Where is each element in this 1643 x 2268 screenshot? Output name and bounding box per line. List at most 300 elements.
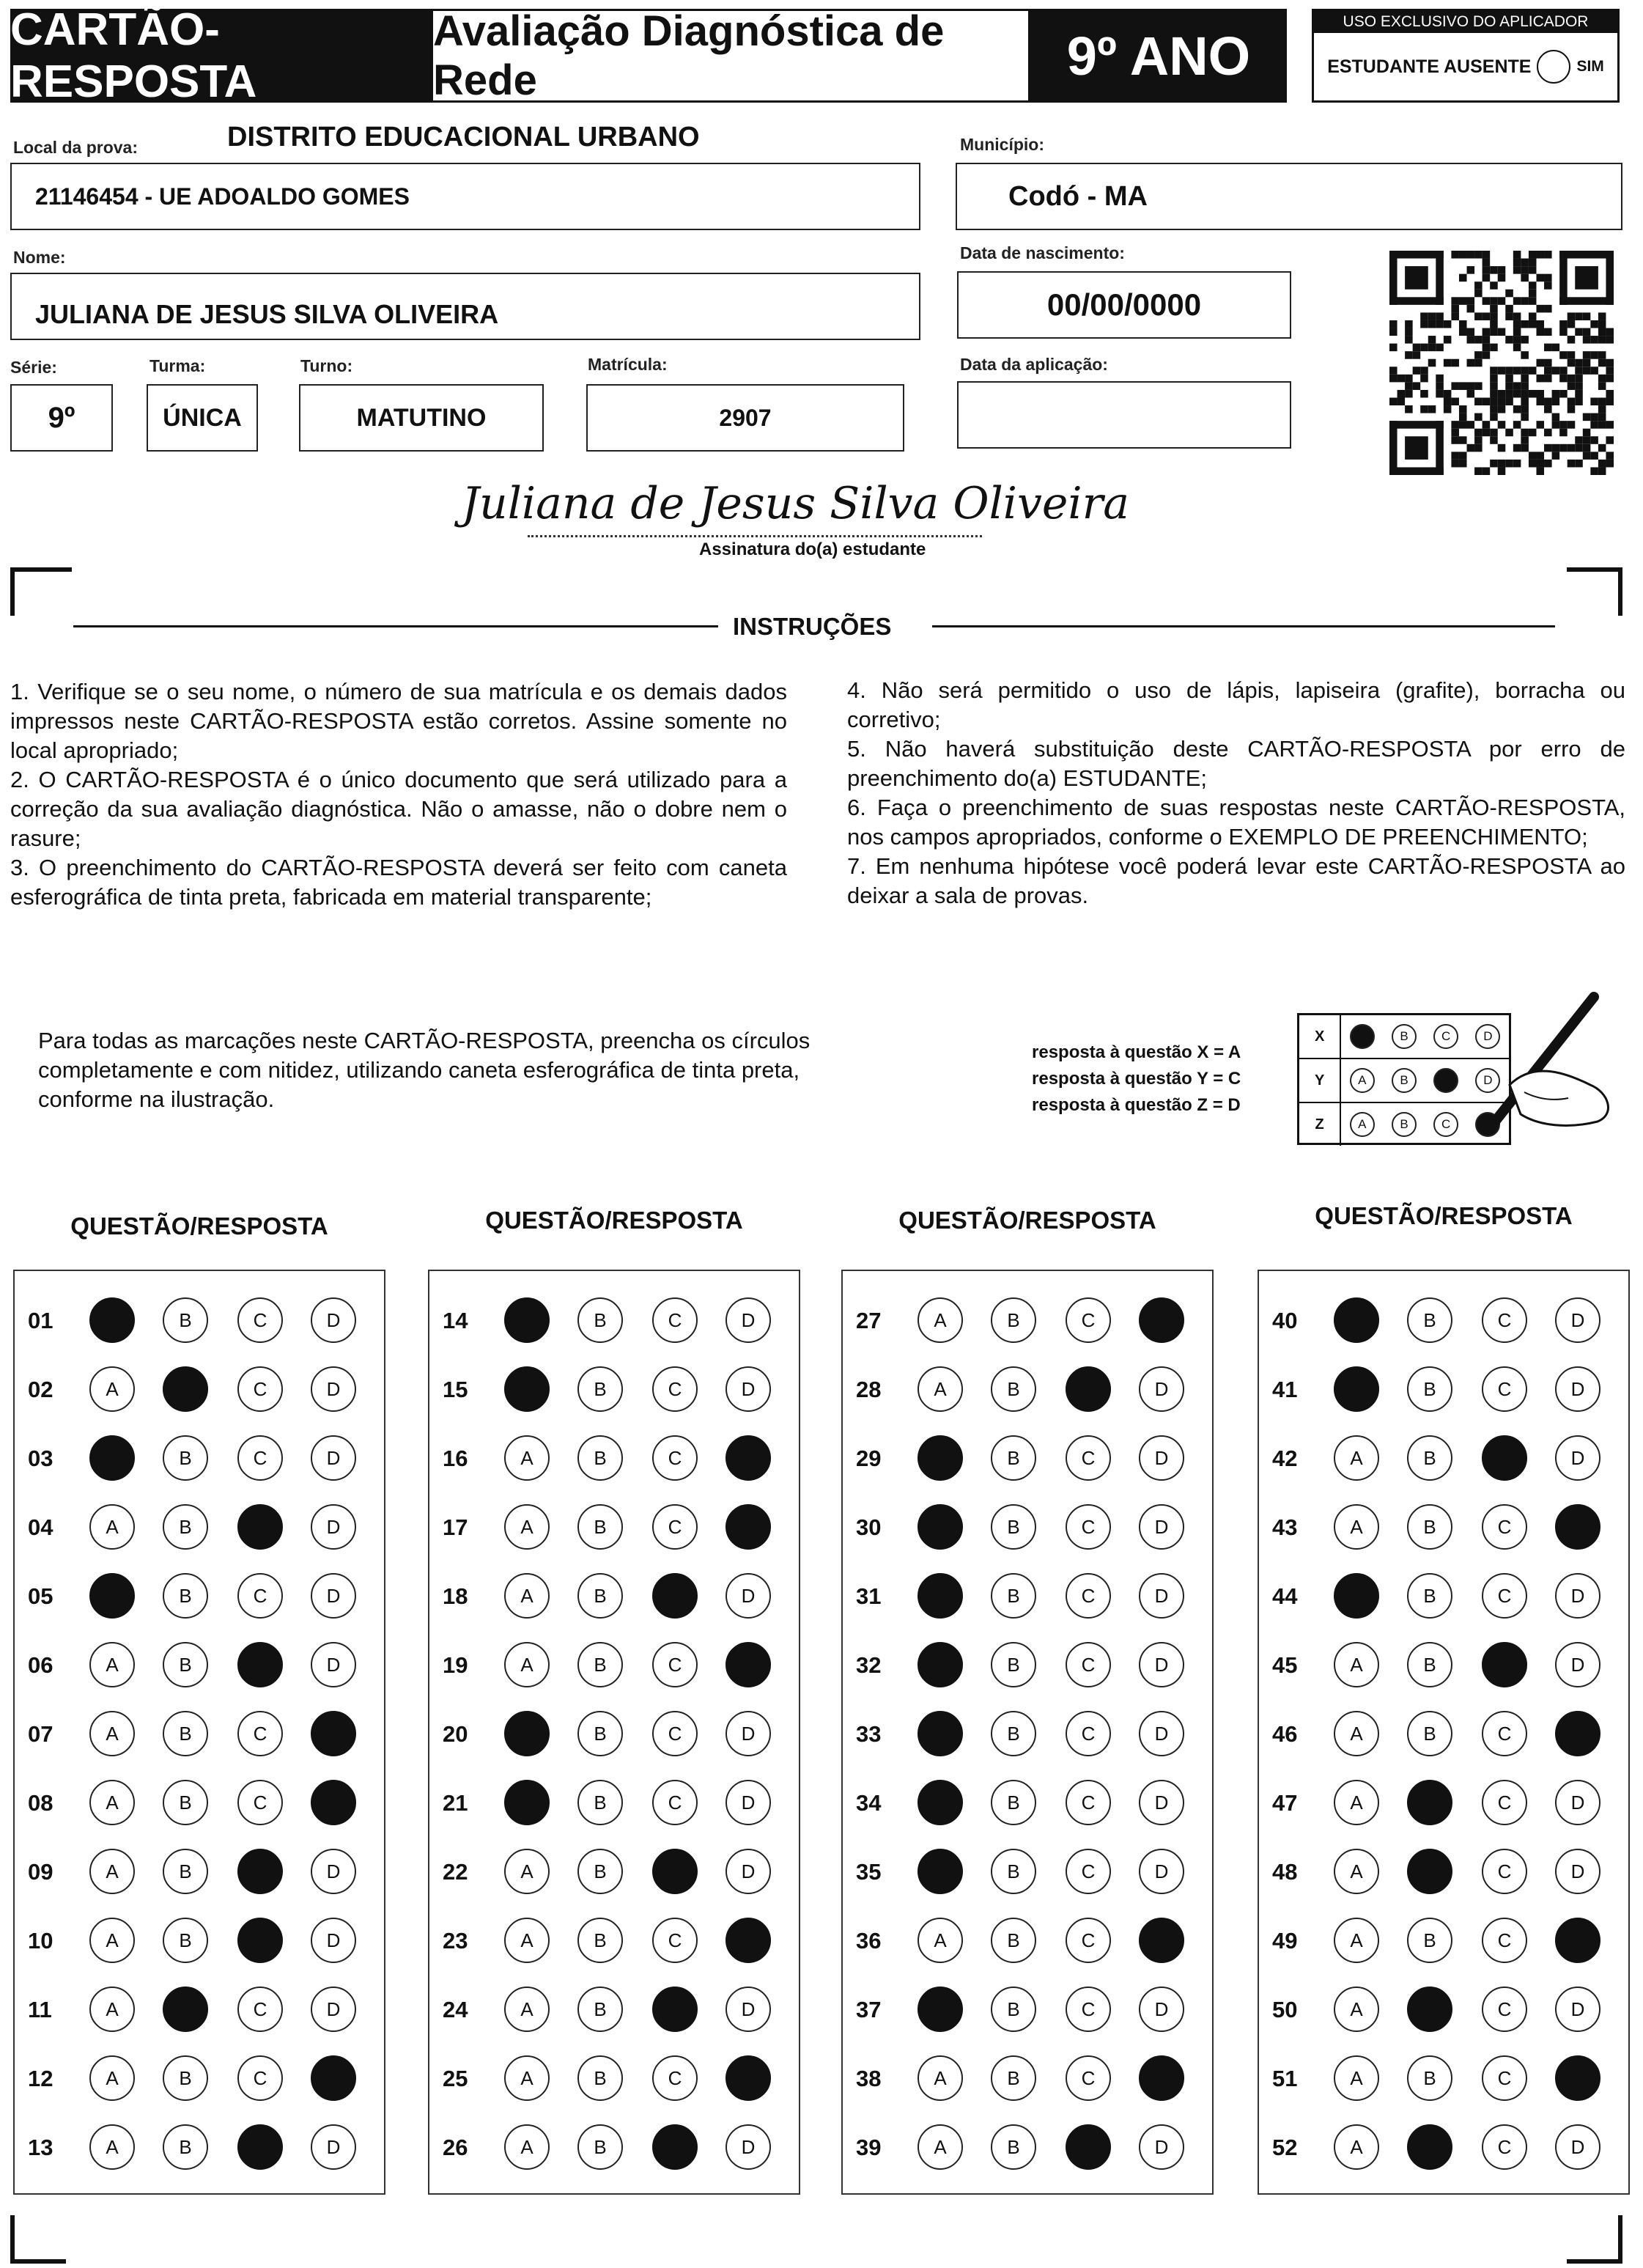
municipio-label: Município: bbox=[960, 135, 1044, 154]
bubble-d[interactable]: D bbox=[1139, 1504, 1184, 1550]
bubble-a[interactable] bbox=[918, 1642, 963, 1687]
bubble-a[interactable] bbox=[504, 1780, 550, 1825]
question-number: 03 bbox=[28, 1446, 53, 1471]
bubble-a[interactable]: A bbox=[504, 1504, 550, 1550]
question-number: 45 bbox=[1272, 1652, 1298, 1678]
question-row bbox=[15, 1494, 384, 1563]
bubble-d[interactable] bbox=[1555, 2055, 1600, 2101]
bubble-a[interactable]: A bbox=[89, 1849, 135, 1894]
local-field: 21146454 - UE ADOALDO GOMES bbox=[10, 163, 920, 230]
bubble-a[interactable]: A bbox=[918, 1297, 963, 1343]
question-row bbox=[843, 2114, 1212, 2183]
aplicacao-label: Data da aplicação: bbox=[960, 355, 1108, 374]
example-bubble-b: B bbox=[1392, 1112, 1417, 1137]
bubble-c[interactable]: C bbox=[237, 1780, 283, 1825]
question-row bbox=[1259, 1287, 1628, 1356]
question-row bbox=[1259, 1770, 1628, 1838]
example-bubble-b: B bbox=[1392, 1068, 1417, 1093]
bubble-a[interactable] bbox=[89, 1435, 135, 1481]
bubble-a[interactable]: A bbox=[504, 1987, 550, 2032]
answer-column bbox=[1258, 1270, 1630, 2195]
bubble-b[interactable]: B bbox=[991, 2055, 1036, 2101]
example-bubble-a: A bbox=[1350, 1068, 1375, 1093]
bubble-b[interactable]: B bbox=[577, 1987, 623, 2032]
bubble-d[interactable]: D bbox=[311, 1297, 356, 1343]
bubble-b[interactable]: B bbox=[1407, 1366, 1452, 1412]
question-row bbox=[429, 2045, 799, 2114]
bubble-b[interactable]: B bbox=[163, 1642, 208, 1687]
absent-checkbox[interactable] bbox=[1537, 50, 1570, 84]
bubble-a[interactable]: A bbox=[504, 1573, 550, 1619]
bubble-b[interactable] bbox=[163, 1366, 208, 1412]
bubble-c[interactable]: C bbox=[1066, 1711, 1111, 1756]
bubble-a[interactable]: A bbox=[89, 2124, 135, 2170]
bubble-b[interactable]: B bbox=[1407, 1711, 1452, 1756]
bubble-c[interactable]: C bbox=[237, 1711, 283, 1756]
column-header: QUESTÃO/RESPOSTA bbox=[70, 1212, 328, 1240]
bubble-d[interactable]: D bbox=[311, 1642, 356, 1687]
bubble-d[interactable]: D bbox=[1555, 1435, 1600, 1481]
bubble-b[interactable]: B bbox=[163, 1504, 208, 1550]
question-number: 13 bbox=[28, 2135, 53, 2160]
bubble-a[interactable]: A bbox=[504, 1642, 550, 1687]
applicator-title: USO EXCLUSIVO DO APLICADOR bbox=[1314, 11, 1617, 33]
question-row bbox=[843, 2045, 1212, 2114]
question-row bbox=[843, 1838, 1212, 1907]
bubble-c[interactable] bbox=[237, 1918, 283, 1963]
bubble-a[interactable] bbox=[918, 1780, 963, 1825]
bubble-d[interactable]: D bbox=[725, 1711, 771, 1756]
bubble-b[interactable]: B bbox=[1407, 1297, 1452, 1343]
bubble-b[interactable]: B bbox=[991, 1573, 1036, 1619]
bubble-a[interactable]: A bbox=[1334, 2124, 1379, 2170]
bubble-c[interactable]: C bbox=[1066, 1435, 1111, 1481]
bubble-c[interactable]: C bbox=[237, 1987, 283, 2032]
bubble-c[interactable]: C bbox=[1482, 1573, 1527, 1619]
bubble-d[interactable]: D bbox=[1555, 1780, 1600, 1825]
bubble-c[interactable]: C bbox=[237, 1297, 283, 1343]
bubble-b[interactable]: B bbox=[991, 1780, 1036, 1825]
bubble-d[interactable]: D bbox=[311, 1573, 356, 1619]
question-number: 11 bbox=[28, 1997, 52, 2022]
bubble-c[interactable] bbox=[237, 1504, 283, 1550]
bubble-d[interactable]: D bbox=[725, 2124, 771, 2170]
instruction-7: 7. Em nenhuma hipótese você poderá levar este CARTÃO-RESPOSTA ao deixar a sala de provas. bbox=[847, 853, 1625, 908]
bubble-c[interactable]: C bbox=[652, 1780, 698, 1825]
bubble-c[interactable] bbox=[652, 2124, 698, 2170]
bubble-b[interactable]: B bbox=[577, 1573, 623, 1619]
bubble-d[interactable]: D bbox=[1555, 1573, 1600, 1619]
bubble-c[interactable]: C bbox=[652, 1504, 698, 1550]
turno-field: MATUTINO bbox=[299, 384, 544, 452]
bubble-b[interactable]: B bbox=[577, 2124, 623, 2170]
bubble-b[interactable]: B bbox=[577, 1918, 623, 1963]
question-row bbox=[429, 2114, 799, 2183]
qr-code bbox=[1389, 251, 1614, 475]
bubble-d[interactable]: D bbox=[1555, 2124, 1600, 2170]
question-row bbox=[15, 1356, 384, 1425]
bubble-d[interactable] bbox=[725, 2055, 771, 2101]
pen-hand-illustration bbox=[1480, 982, 1627, 1144]
bubble-a[interactable] bbox=[918, 1504, 963, 1550]
bubble-c[interactable]: C bbox=[652, 1435, 698, 1481]
bubble-b[interactable]: B bbox=[991, 1642, 1036, 1687]
bubble-b[interactable]: B bbox=[577, 1366, 623, 1412]
bubble-a[interactable]: A bbox=[918, 2055, 963, 2101]
question-number: 43 bbox=[1272, 1514, 1298, 1540]
bubble-b[interactable]: B bbox=[163, 1780, 208, 1825]
serie-field: 9º bbox=[10, 384, 113, 452]
bubble-c[interactable]: C bbox=[652, 1918, 698, 1963]
question-number: 31 bbox=[856, 1583, 882, 1609]
bubble-c[interactable] bbox=[652, 1987, 698, 2032]
bubble-d[interactable]: D bbox=[311, 1504, 356, 1550]
bubble-c[interactable]: C bbox=[1482, 1504, 1527, 1550]
question-number: 49 bbox=[1272, 1928, 1298, 1954]
bubble-c[interactable] bbox=[1482, 1642, 1527, 1687]
question-number: 44 bbox=[1272, 1583, 1298, 1609]
bubble-a[interactable]: A bbox=[89, 1642, 135, 1687]
bubble-b[interactable]: B bbox=[577, 1504, 623, 1550]
question-row bbox=[15, 1632, 384, 1701]
bubble-b[interactable]: B bbox=[577, 1780, 623, 1825]
bubble-c[interactable]: C bbox=[1066, 1573, 1111, 1619]
bubble-d[interactable]: D bbox=[725, 1780, 771, 1825]
bubble-c[interactable]: C bbox=[652, 1366, 698, 1412]
instructions-rule-right bbox=[932, 625, 1555, 627]
bubble-b[interactable]: B bbox=[163, 1573, 208, 1619]
bubble-d[interactable]: D bbox=[1555, 1366, 1600, 1412]
example-bubble-c: C bbox=[1433, 1112, 1458, 1137]
bubble-a[interactable]: A bbox=[89, 1780, 135, 1825]
bubble-b[interactable]: B bbox=[577, 1711, 623, 1756]
bubble-d[interactable]: D bbox=[725, 1573, 771, 1619]
bubble-c[interactable]: C bbox=[1482, 2055, 1527, 2101]
bubble-c[interactable]: C bbox=[1066, 1918, 1111, 1963]
bubble-a[interactable]: A bbox=[918, 1918, 963, 1963]
bubble-d[interactable]: D bbox=[311, 1849, 356, 1894]
answer-column bbox=[428, 1270, 800, 2195]
bubble-d[interactable] bbox=[1139, 2055, 1184, 2101]
column-header: QUESTÃO/RESPOSTA bbox=[898, 1207, 1156, 1234]
bubble-c[interactable]: C bbox=[1066, 2055, 1111, 2101]
bubble-d[interactable]: D bbox=[1139, 1435, 1184, 1481]
question-row bbox=[15, 1563, 384, 1632]
nasc-field: 00/00/0000 bbox=[957, 271, 1291, 339]
bubble-a[interactable]: A bbox=[1334, 1918, 1379, 1963]
question-number: 08 bbox=[28, 1790, 53, 1816]
example-row-label: Z bbox=[1299, 1103, 1341, 1146]
bubble-a[interactable]: A bbox=[918, 1366, 963, 1412]
bubble-a[interactable] bbox=[918, 1987, 963, 2032]
question-row bbox=[15, 2114, 384, 2183]
question-row bbox=[843, 1907, 1212, 1976]
bubble-b[interactable]: B bbox=[163, 1435, 208, 1481]
question-row bbox=[429, 1976, 799, 2045]
question-number: 22 bbox=[443, 1859, 468, 1885]
bubble-b[interactable]: B bbox=[1407, 1642, 1452, 1687]
bubble-a[interactable]: A bbox=[1334, 1780, 1379, 1825]
bubble-c[interactable] bbox=[1482, 1435, 1527, 1481]
bubble-d[interactable] bbox=[725, 1642, 771, 1687]
bubble-c[interactable]: C bbox=[652, 1711, 698, 1756]
bubble-d[interactable] bbox=[1139, 1918, 1184, 1963]
question-row bbox=[843, 1632, 1212, 1701]
bubble-a[interactable] bbox=[918, 1849, 963, 1894]
bubble-d[interactable] bbox=[1555, 1918, 1600, 1963]
question-row bbox=[429, 1701, 799, 1770]
bubble-c[interactable]: C bbox=[1482, 1918, 1527, 1963]
bubble-c[interactable]: C bbox=[1066, 1297, 1111, 1343]
bubble-d[interactable]: D bbox=[1139, 1849, 1184, 1894]
bubble-d[interactable] bbox=[311, 1711, 356, 1756]
bubble-d[interactable] bbox=[311, 2055, 356, 2101]
bubble-c[interactable]: C bbox=[1482, 1987, 1527, 2032]
bubble-b[interactable]: B bbox=[163, 1849, 208, 1894]
example-row bbox=[1299, 1059, 1509, 1103]
bubble-b[interactable]: B bbox=[163, 2055, 208, 2101]
question-row bbox=[843, 1976, 1212, 2045]
bubble-b[interactable]: B bbox=[991, 1504, 1036, 1550]
bubble-b[interactable]: B bbox=[1407, 1504, 1452, 1550]
question-row bbox=[1259, 1632, 1628, 1701]
bubble-c[interactable]: C bbox=[1066, 1849, 1111, 1894]
bubble-d[interactable]: D bbox=[725, 1987, 771, 2032]
bubble-a[interactable] bbox=[918, 1711, 963, 1756]
bubble-c[interactable] bbox=[1066, 1366, 1111, 1412]
bubble-a[interactable] bbox=[89, 1573, 135, 1619]
question-row bbox=[429, 1907, 799, 1976]
bubble-c[interactable]: C bbox=[237, 1573, 283, 1619]
question-row bbox=[843, 1494, 1212, 1563]
question-number: 33 bbox=[856, 1721, 882, 1747]
instruction-3: 3. O preenchimento do CARTÃO-RESPOSTA deverá ser feito com caneta esferográfica de tinta preta, fabricada em material transparente; bbox=[10, 855, 787, 910]
bubble-c[interactable] bbox=[237, 1642, 283, 1687]
bubble-c[interactable]: C bbox=[237, 1366, 283, 1412]
bubble-b[interactable] bbox=[1407, 1987, 1452, 2032]
question-number: 25 bbox=[443, 2066, 468, 2091]
example-legend bbox=[1032, 1039, 1241, 1119]
bubble-d[interactable]: D bbox=[1139, 1780, 1184, 1825]
bubble-a[interactable]: A bbox=[1334, 1504, 1379, 1550]
bubble-d[interactable]: D bbox=[311, 2124, 356, 2170]
bubble-b[interactable]: B bbox=[163, 1918, 208, 1963]
question-number: 05 bbox=[28, 1583, 53, 1609]
bubble-b[interactable]: B bbox=[577, 2055, 623, 2101]
bubble-c[interactable]: C bbox=[237, 1435, 283, 1481]
question-row bbox=[843, 1425, 1212, 1494]
bubble-a[interactable] bbox=[504, 1297, 550, 1343]
turno-label: Turno: bbox=[300, 356, 353, 375]
matricula-label: Matrícula: bbox=[588, 355, 668, 374]
bubble-d[interactable] bbox=[1555, 1711, 1600, 1756]
bubble-b[interactable]: B bbox=[163, 1297, 208, 1343]
bubble-b[interactable]: B bbox=[1407, 1918, 1452, 1963]
question-row bbox=[843, 1287, 1212, 1356]
bubble-d[interactable]: D bbox=[311, 1435, 356, 1481]
bubble-d[interactable]: D bbox=[311, 1987, 356, 2032]
question-number: 17 bbox=[443, 1514, 468, 1540]
bubble-b[interactable]: B bbox=[577, 1849, 623, 1894]
bubble-c[interactable] bbox=[652, 1849, 698, 1894]
bubble-c[interactable] bbox=[237, 1849, 283, 1894]
bubble-d[interactable]: D bbox=[1139, 1366, 1184, 1412]
bubble-d[interactable]: D bbox=[1555, 1642, 1600, 1687]
bubble-d[interactable] bbox=[725, 1504, 771, 1550]
bubble-b[interactable]: B bbox=[991, 1711, 1036, 1756]
nome-field: JULIANA DE JESUS SILVA OLIVEIRA bbox=[10, 273, 920, 340]
question-number: 46 bbox=[1272, 1721, 1298, 1747]
bubble-b[interactable]: B bbox=[577, 1297, 623, 1343]
bubble-b[interactable]: B bbox=[163, 2124, 208, 2170]
bubble-b[interactable] bbox=[1407, 1849, 1452, 1894]
bubble-d[interactable]: D bbox=[311, 1366, 356, 1412]
bubble-c[interactable] bbox=[1066, 2124, 1111, 2170]
bubble-a[interactable]: A bbox=[504, 1435, 550, 1481]
bubble-b[interactable]: B bbox=[991, 1918, 1036, 1963]
bubble-a[interactable]: A bbox=[89, 1366, 135, 1412]
example-bubble-d: D bbox=[1475, 1024, 1500, 1049]
example-bubble-d: D bbox=[1475, 1068, 1500, 1093]
bubble-b[interactable] bbox=[163, 1987, 208, 2032]
question-number: 07 bbox=[28, 1721, 53, 1747]
bubble-d[interactable]: D bbox=[1139, 1711, 1184, 1756]
corner-mark-tr bbox=[1567, 567, 1622, 616]
question-row bbox=[1259, 2045, 1628, 2114]
bubble-a[interactable]: A bbox=[1334, 1987, 1379, 2032]
bubble-a[interactable] bbox=[918, 1573, 963, 1619]
bubble-d[interactable]: D bbox=[1139, 1642, 1184, 1687]
question-number: 37 bbox=[856, 1997, 882, 2022]
question-row bbox=[15, 1701, 384, 1770]
bubble-a[interactable] bbox=[918, 1435, 963, 1481]
bubble-b[interactable]: B bbox=[1407, 1435, 1452, 1481]
bubble-a[interactable]: A bbox=[89, 1987, 135, 2032]
bubble-c[interactable] bbox=[237, 2124, 283, 2170]
bubble-b[interactable]: B bbox=[991, 1849, 1036, 1894]
example-row-label: Y bbox=[1299, 1059, 1341, 1102]
bubble-b[interactable]: B bbox=[991, 1297, 1036, 1343]
bubble-c[interactable]: C bbox=[1482, 1711, 1527, 1756]
bubble-b[interactable]: B bbox=[163, 1711, 208, 1756]
signature: Juliana de Jesus Silva Oliveira bbox=[462, 478, 1130, 529]
bubble-c[interactable]: C bbox=[652, 1297, 698, 1343]
bubble-a[interactable] bbox=[504, 1366, 550, 1412]
question-row bbox=[1259, 2114, 1628, 2183]
bubble-c[interactable] bbox=[652, 1573, 698, 1619]
bubble-c[interactable]: C bbox=[1066, 1987, 1111, 2032]
bubble-d[interactable] bbox=[1555, 1504, 1600, 1550]
bubble-a[interactable]: A bbox=[89, 2055, 135, 2101]
question-row bbox=[843, 1356, 1212, 1425]
bubble-a[interactable]: A bbox=[1334, 1711, 1379, 1756]
grade-badge: 9º ANO bbox=[1030, 9, 1287, 103]
bubble-a[interactable] bbox=[1334, 1573, 1379, 1619]
question-number: 42 bbox=[1272, 1446, 1298, 1471]
bubble-a[interactable]: A bbox=[89, 1918, 135, 1963]
bubble-d[interactable] bbox=[725, 1918, 771, 1963]
question-row bbox=[1259, 1701, 1628, 1770]
bubble-a[interactable] bbox=[1334, 1366, 1379, 1412]
bubble-b[interactable]: B bbox=[991, 2124, 1036, 2170]
bubble-d[interactable]: D bbox=[311, 1918, 356, 1963]
bubble-b[interactable]: B bbox=[1407, 2055, 1452, 2101]
bubble-d[interactable]: D bbox=[1555, 1849, 1600, 1894]
bubble-d[interactable] bbox=[725, 1435, 771, 1481]
bubble-a[interactable]: A bbox=[504, 1918, 550, 1963]
bubble-a[interactable]: A bbox=[504, 1849, 550, 1894]
corner-mark-bl bbox=[10, 2215, 66, 2264]
bubble-b[interactable]: B bbox=[1407, 1573, 1452, 1619]
municipio-field: Codó - MA bbox=[956, 163, 1622, 230]
bubble-c[interactable]: C bbox=[1482, 1297, 1527, 1343]
bubble-d[interactable]: D bbox=[725, 1849, 771, 1894]
bubble-d[interactable]: D bbox=[1139, 1573, 1184, 1619]
bubble-a[interactable]: A bbox=[504, 2055, 550, 2101]
bubble-a[interactable] bbox=[1334, 1297, 1379, 1343]
bubble-c[interactable]: C bbox=[1482, 1849, 1527, 1894]
question-number: 10 bbox=[28, 1928, 53, 1954]
bubble-a[interactable]: A bbox=[1334, 1849, 1379, 1894]
bubble-d[interactable]: D bbox=[725, 1297, 771, 1343]
bubble-d[interactable]: D bbox=[725, 1366, 771, 1412]
bubble-a[interactable]: A bbox=[89, 1504, 135, 1550]
bubble-c[interactable]: C bbox=[652, 2055, 698, 2101]
bubble-d[interactable]: D bbox=[1555, 1987, 1600, 2032]
bubble-c[interactable]: C bbox=[1066, 1642, 1111, 1687]
question-number: 12 bbox=[28, 2066, 53, 2091]
bubble-c[interactable]: C bbox=[652, 1642, 698, 1687]
bubble-b[interactable] bbox=[1407, 1780, 1452, 1825]
question-number: 06 bbox=[28, 1652, 53, 1678]
example-row-label: X bbox=[1299, 1015, 1341, 1058]
bubble-b[interactable]: B bbox=[577, 1435, 623, 1481]
bubble-b[interactable]: B bbox=[991, 1987, 1036, 2032]
bubble-a[interactable]: A bbox=[1334, 1642, 1379, 1687]
bubble-d[interactable]: D bbox=[1139, 2124, 1184, 2170]
bubble-d[interactable]: D bbox=[1555, 1297, 1600, 1343]
bubble-b[interactable]: B bbox=[991, 1366, 1036, 1412]
bubble-c[interactable]: C bbox=[1482, 2124, 1527, 2170]
bubble-a[interactable] bbox=[89, 1297, 135, 1343]
instructions-title: INSTRUÇÕES bbox=[733, 613, 892, 640]
question-number: 19 bbox=[443, 1652, 468, 1678]
question-number: 51 bbox=[1272, 2066, 1298, 2091]
bubble-a[interactable]: A bbox=[1334, 1435, 1379, 1481]
bubble-b[interactable]: B bbox=[991, 1435, 1036, 1481]
bubble-d[interactable] bbox=[1139, 1297, 1184, 1343]
bubble-c[interactable]: C bbox=[1482, 1366, 1527, 1412]
local-label: Local da prova: bbox=[13, 138, 138, 157]
bubble-a[interactable]: A bbox=[1334, 2055, 1379, 2101]
bubble-c[interactable]: C bbox=[1066, 1780, 1111, 1825]
bubble-a[interactable] bbox=[504, 1711, 550, 1756]
bubble-b[interactable] bbox=[1407, 2124, 1452, 2170]
bubble-a[interactable]: A bbox=[504, 2124, 550, 2170]
bubble-c[interactable]: C bbox=[1066, 1504, 1111, 1550]
bubble-b[interactable]: B bbox=[577, 1642, 623, 1687]
bubble-d[interactable] bbox=[311, 1780, 356, 1825]
bubble-a[interactable]: A bbox=[89, 1711, 135, 1756]
instruction-4: 4. Não será permitido o uso de lápis, lapiseira (grafite), borracha ou corretivo; bbox=[847, 677, 1625, 732]
bubble-c[interactable]: C bbox=[1482, 1780, 1527, 1825]
bubble-a[interactable]: A bbox=[918, 2124, 963, 2170]
bubble-c[interactable]: C bbox=[237, 2055, 283, 2101]
question-number: 34 bbox=[856, 1790, 882, 1816]
question-number: 16 bbox=[443, 1446, 468, 1471]
card-title: CARTÃO-RESPOSTA bbox=[10, 9, 431, 103]
bubble-d[interactable]: D bbox=[1139, 1987, 1184, 2032]
